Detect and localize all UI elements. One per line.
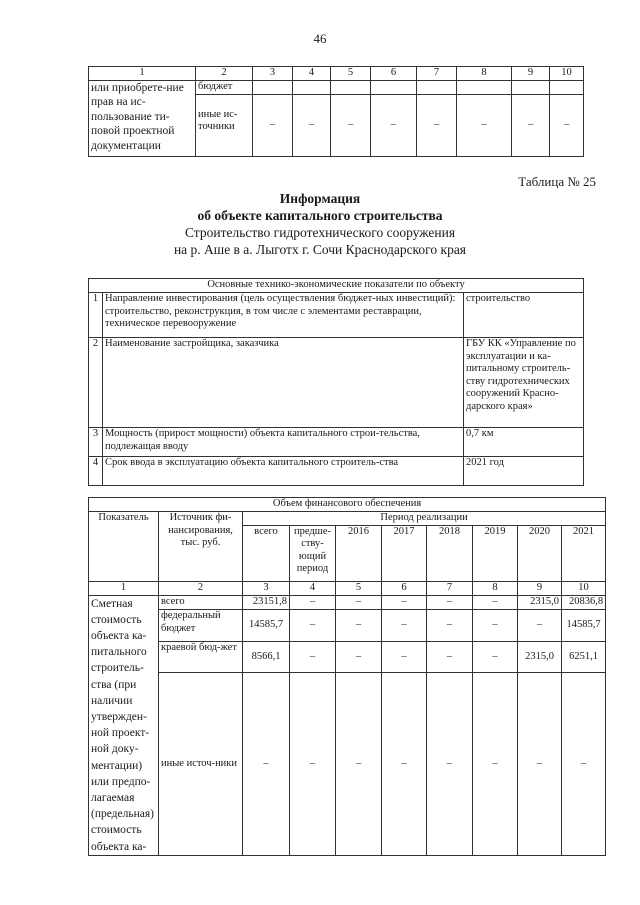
- indicator-label: Направление инвестирования (цель осуществления бюджет-ных инвестиций): строительство, реконструкция, в том числе с элементами реставрации, техническое перевооружение: [103, 293, 464, 338]
- source-other: иные источ-ники: [159, 673, 243, 856]
- top-dash-7: –: [417, 94, 457, 156]
- col-year-2020: 2020: [518, 525, 562, 581]
- indicator-num: 3: [89, 428, 103, 457]
- col-year-2019: 2019: [473, 525, 518, 581]
- top-header-10: 10: [550, 67, 584, 81]
- value-dash: –: [473, 673, 518, 856]
- value-2020: 2315,0: [518, 641, 562, 672]
- col-prev: предше-ству-ющий период: [290, 525, 336, 581]
- value-dash: –: [290, 673, 336, 856]
- value-dash: –: [382, 610, 427, 641]
- period-header: Период реализации: [243, 512, 606, 526]
- value-dash: –: [382, 673, 427, 856]
- top-header-4: 4: [293, 67, 331, 81]
- value-dash: –: [336, 673, 382, 856]
- num-6: 6: [382, 581, 427, 595]
- value-dash: –: [336, 595, 382, 610]
- finance-row-other: [89, 673, 606, 856]
- col-year-2018: 2018: [427, 525, 473, 581]
- num-10: 10: [562, 581, 606, 595]
- value-dash: –: [290, 610, 336, 641]
- value-2020: 2315,0: [518, 595, 562, 610]
- top-header-3: 3: [253, 67, 293, 81]
- source-federal: федеральный бюджет: [159, 610, 243, 641]
- title-line-1: Информация: [279, 191, 361, 206]
- top-row-budget-label: бюджет: [196, 80, 253, 94]
- num-3: 3: [243, 581, 290, 595]
- top-header-5: 5: [331, 67, 371, 81]
- finance-row-total: [89, 595, 606, 610]
- finance-indicator: Сметная стоимость объекта ка-питального строитель-ства (при наличии утвержден-ной проект-ной доку-ментации) или предпо-лагаемая (предельная) стоимость объекта ка-: [89, 595, 159, 855]
- top-table: [88, 66, 584, 157]
- indicators-table: [88, 278, 584, 486]
- top-dash-10: –: [550, 94, 584, 156]
- indicator-row: [89, 338, 584, 428]
- top-row-budget: [89, 80, 584, 94]
- finance-number-row: [89, 581, 606, 595]
- col-total: всего: [243, 525, 290, 581]
- top-header-8: 8: [457, 67, 512, 81]
- finance-table: [88, 497, 606, 856]
- num-9: 9: [518, 581, 562, 595]
- value-dash: –: [473, 641, 518, 672]
- value-2021: 20836,8: [562, 595, 606, 610]
- top-row-other-label: иные ис-точники: [196, 94, 253, 156]
- indicator-row: [89, 293, 584, 338]
- indicator-num: 1: [89, 293, 103, 338]
- top-header-1: 1: [89, 67, 196, 81]
- indicator-label: Срок ввода в эксплуатацию объекта капитального строитель-ства: [103, 457, 464, 486]
- num-8: 8: [473, 581, 518, 595]
- page-number: 46: [313, 31, 327, 46]
- top-dash-8: –: [457, 94, 512, 156]
- indicator-value: ГБУ КК «Управление по эксплуатации и ка-питальному строитель-ству гидротехнических сооружений Красно-дарского края»: [464, 338, 584, 428]
- top-dash-3: –: [253, 94, 293, 156]
- table-number-label: Таблица № 25: [518, 174, 596, 189]
- top-header-7: 7: [417, 67, 457, 81]
- col-indicator: Показатель: [89, 512, 159, 582]
- source-total: всего: [159, 595, 243, 610]
- top-header-6: 6: [371, 67, 417, 81]
- num-2: 2: [159, 581, 243, 595]
- value-dash: –: [473, 610, 518, 641]
- top-header-9: 9: [512, 67, 550, 81]
- value-dash: –: [336, 610, 382, 641]
- col-year-2016: 2016: [336, 525, 382, 581]
- value-dash: –: [427, 610, 473, 641]
- top-table-header-row: [89, 67, 584, 81]
- value-dash: –: [382, 595, 427, 610]
- indicator-label: Наименование застройщика, заказчика: [103, 338, 464, 428]
- col-year-2021: 2021: [562, 525, 606, 581]
- source-regional: краевой бюд-жет: [159, 641, 243, 672]
- title-line-2: об объекте капитального строительства: [197, 208, 443, 223]
- indicators-header: Основные технико-экономические показатели по объекту: [89, 279, 584, 293]
- finance-row-federal: [89, 610, 606, 641]
- top-dash-5: –: [331, 94, 371, 156]
- indicator-num: 2: [89, 338, 103, 428]
- col-source: Источник фи-нансирования, тыс. руб.: [159, 512, 243, 582]
- value-dash: –: [427, 673, 473, 856]
- value-dash: –: [427, 641, 473, 672]
- top-dash-9: –: [512, 94, 550, 156]
- top-dash-6: –: [371, 94, 417, 156]
- col-year-2017: 2017: [382, 525, 427, 581]
- value-total: 23151,8: [243, 595, 290, 610]
- indicator-value: 0,7 км: [464, 428, 584, 457]
- indicator-row: [89, 428, 584, 457]
- value-dash: –: [473, 595, 518, 610]
- value-2021: 6251,1: [562, 641, 606, 672]
- top-dash-4: –: [293, 94, 331, 156]
- indicator-label: Мощность (прирост мощности) объекта капитального строи-тельства, подлежащая вводу: [103, 428, 464, 457]
- value-dash: –: [336, 641, 382, 672]
- value-total: 8566,1: [243, 641, 290, 672]
- num-7: 7: [427, 581, 473, 595]
- value-dash: –: [290, 641, 336, 672]
- num-1: 1: [89, 581, 159, 595]
- finance-header: Объем финансового обеспечения: [89, 498, 606, 512]
- num-4: 4: [290, 581, 336, 595]
- value-total: 14585,7: [243, 610, 290, 641]
- finance-row-regional: [89, 641, 606, 672]
- value-2021: –: [562, 673, 606, 856]
- value-total: –: [243, 673, 290, 856]
- indicator-row: [89, 457, 584, 486]
- value-dash: –: [382, 641, 427, 672]
- title-line-4: на р. Аше в а. Лыготх г. Сочи Краснодарского края: [173, 242, 467, 257]
- value-2021: 14585,7: [562, 610, 606, 641]
- indicator-num: 4: [89, 457, 103, 486]
- top-row-label: или приобрете-ние прав на ис-пользование ти-повой проектной документации: [89, 80, 196, 156]
- num-5: 5: [336, 581, 382, 595]
- title-line-3: Строительство гидротехнического сооружения: [184, 225, 456, 240]
- indicator-value: строительство: [464, 293, 584, 338]
- value-dash: –: [290, 595, 336, 610]
- value-2020: –: [518, 610, 562, 641]
- value-2020: –: [518, 673, 562, 856]
- top-header-2: 2: [196, 67, 253, 81]
- value-dash: –: [427, 595, 473, 610]
- indicator-value: 2021 год: [464, 457, 584, 486]
